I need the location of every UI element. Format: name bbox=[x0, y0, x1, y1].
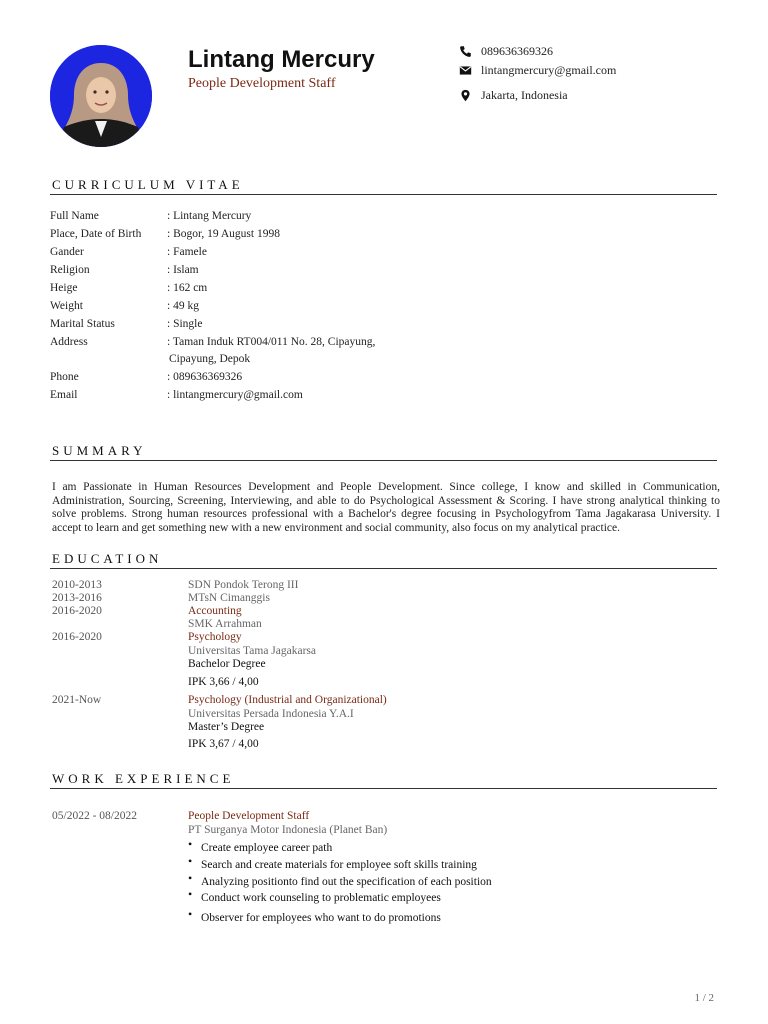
education-school: SMK Arrahman bbox=[188, 618, 262, 630]
field-value: : 162 cm bbox=[167, 282, 208, 294]
field-row bbox=[50, 246, 207, 258]
field-value: : 49 kg bbox=[167, 300, 199, 312]
field-value: : Bogor, 19 August 1998 bbox=[167, 228, 280, 240]
work-bullet bbox=[188, 887, 441, 905]
work-company: PT Surganya Motor Indonesia (Planet Ban) bbox=[188, 824, 388, 836]
education-degree: Master’s Degree bbox=[188, 721, 265, 733]
field-value-continued bbox=[169, 353, 250, 365]
section-divider bbox=[50, 568, 717, 569]
contact-phone bbox=[458, 44, 553, 59]
work-bullet-text: Search and create materials for employee soft skills training bbox=[201, 859, 477, 871]
page-number: 1 / 2 bbox=[694, 992, 714, 1004]
contact-email-text: lintangmercury@gmail.com bbox=[481, 63, 617, 77]
field-value: : Lintang Mercury bbox=[167, 210, 252, 222]
field-row bbox=[50, 318, 202, 330]
section-title-cv: CURRICULUM VITAE bbox=[52, 177, 244, 192]
field-label: Religion bbox=[50, 264, 90, 276]
field-row bbox=[50, 210, 251, 222]
field-row bbox=[50, 371, 242, 383]
mail-icon bbox=[458, 64, 472, 78]
work-bullet bbox=[188, 907, 441, 925]
contact-email bbox=[458, 63, 616, 78]
education-school: Universitas Tama Jagakarsa bbox=[188, 645, 316, 657]
bullet-marker: • bbox=[188, 871, 193, 885]
contact-location-text: Jakarta, Indonesia bbox=[481, 88, 568, 102]
section-divider bbox=[50, 194, 717, 195]
education-date: 2016-2020 bbox=[52, 631, 102, 643]
work-bullet-text: Analyzing positionto find out the specification of each position bbox=[201, 876, 492, 888]
work-bullet bbox=[188, 871, 492, 889]
field-value: Cipayung, Depok bbox=[169, 353, 251, 365]
field-label: Phone bbox=[50, 371, 79, 383]
work-bullet-text: Create employee career path bbox=[201, 842, 333, 854]
bullet-marker: • bbox=[188, 837, 193, 851]
education-date: 2021-Now bbox=[52, 694, 102, 706]
field-label: Heige bbox=[50, 282, 78, 294]
education-gpa: IPK 3,66 / 4,00 bbox=[188, 676, 259, 688]
field-row bbox=[50, 282, 207, 294]
section-title-summary: SUMMARY bbox=[52, 443, 147, 458]
bullet-marker: • bbox=[188, 887, 193, 901]
bullet-marker: • bbox=[188, 854, 193, 868]
field-row bbox=[50, 300, 199, 312]
education-gpa: IPK 3,67 / 4,00 bbox=[188, 738, 259, 750]
education-date: 2016-2020 bbox=[52, 605, 102, 617]
section-title-education: EDUCATION bbox=[52, 551, 163, 566]
field-value: : Single bbox=[167, 318, 203, 330]
field-value: : Islam bbox=[167, 264, 199, 276]
field-value: : lintangmercury@gmail.com bbox=[167, 389, 303, 401]
profile-photo bbox=[50, 45, 152, 147]
contact-phone-text: 089636369326 bbox=[481, 44, 553, 58]
phone-icon bbox=[458, 45, 472, 59]
field-row bbox=[50, 228, 280, 240]
education-school: MTsN Cimanggis bbox=[188, 592, 270, 604]
field-label: Weight bbox=[50, 300, 83, 312]
education-major: Accounting bbox=[188, 605, 242, 617]
location-pin-icon bbox=[458, 89, 472, 103]
work-bullet-text: Conduct work counseling to problematic employees bbox=[201, 892, 441, 904]
work-date: 05/2022 - 08/2022 bbox=[52, 810, 137, 822]
field-value: : Famele bbox=[167, 246, 207, 258]
section-divider bbox=[50, 788, 717, 789]
education-date: 2010-2013 bbox=[52, 579, 102, 591]
work-bullet-text: Observer for employees who want to do promotions bbox=[201, 912, 441, 924]
field-label: Place, Date of Birth bbox=[50, 228, 142, 240]
field-row bbox=[50, 389, 303, 401]
field-value: : Taman Induk RT004/011 No. 28, Cipayung, bbox=[167, 336, 376, 348]
field-label: Gander bbox=[50, 246, 84, 258]
education-school: SDN Pondok Terong III bbox=[188, 579, 299, 591]
education-school: Universitas Persada Indonesia Y.A.I bbox=[188, 708, 354, 720]
work-bullet bbox=[188, 854, 477, 872]
section-divider bbox=[50, 460, 717, 461]
candidate-role: People Development Staff bbox=[188, 76, 336, 91]
education-major: Psychology bbox=[188, 631, 242, 643]
education-date: 2013-2016 bbox=[52, 592, 102, 604]
work-position: People Development Staff bbox=[188, 810, 310, 822]
candidate-name: Lintang Mercury bbox=[188, 46, 375, 73]
section-title-work: WORK EXPERIENCE bbox=[52, 771, 235, 786]
bullet-marker: • bbox=[188, 907, 193, 921]
field-label: Full Name bbox=[50, 210, 99, 222]
field-label: Email bbox=[50, 389, 78, 401]
field-label: Address bbox=[50, 336, 88, 348]
summary-text: I am Passionate in Human Resources Development and People Development. Since college, I know and skilled in Communication, Administration, Sourcing, Screening, Interviewing, and able to do Psychological Assessment & Scoring. I have strong analytical thinking to solve problems. Strong human resources professional with a Bachelor's degree focusing in Psychologyfrom Tama Jagakarasa University. I accept to learn and get something new with a new environment and social community, also focus on my analytical practice. bbox=[52, 481, 720, 534]
field-label: Marital Status bbox=[50, 318, 115, 330]
contact-location bbox=[458, 88, 568, 103]
work-bullet bbox=[188, 837, 333, 855]
education-degree: Bachelor Degree bbox=[188, 658, 266, 670]
field-row bbox=[50, 336, 375, 348]
field-row bbox=[50, 264, 199, 276]
field-value: : 089636369326 bbox=[167, 371, 243, 383]
education-major: Psychology (Industrial and Organizational) bbox=[188, 694, 387, 706]
